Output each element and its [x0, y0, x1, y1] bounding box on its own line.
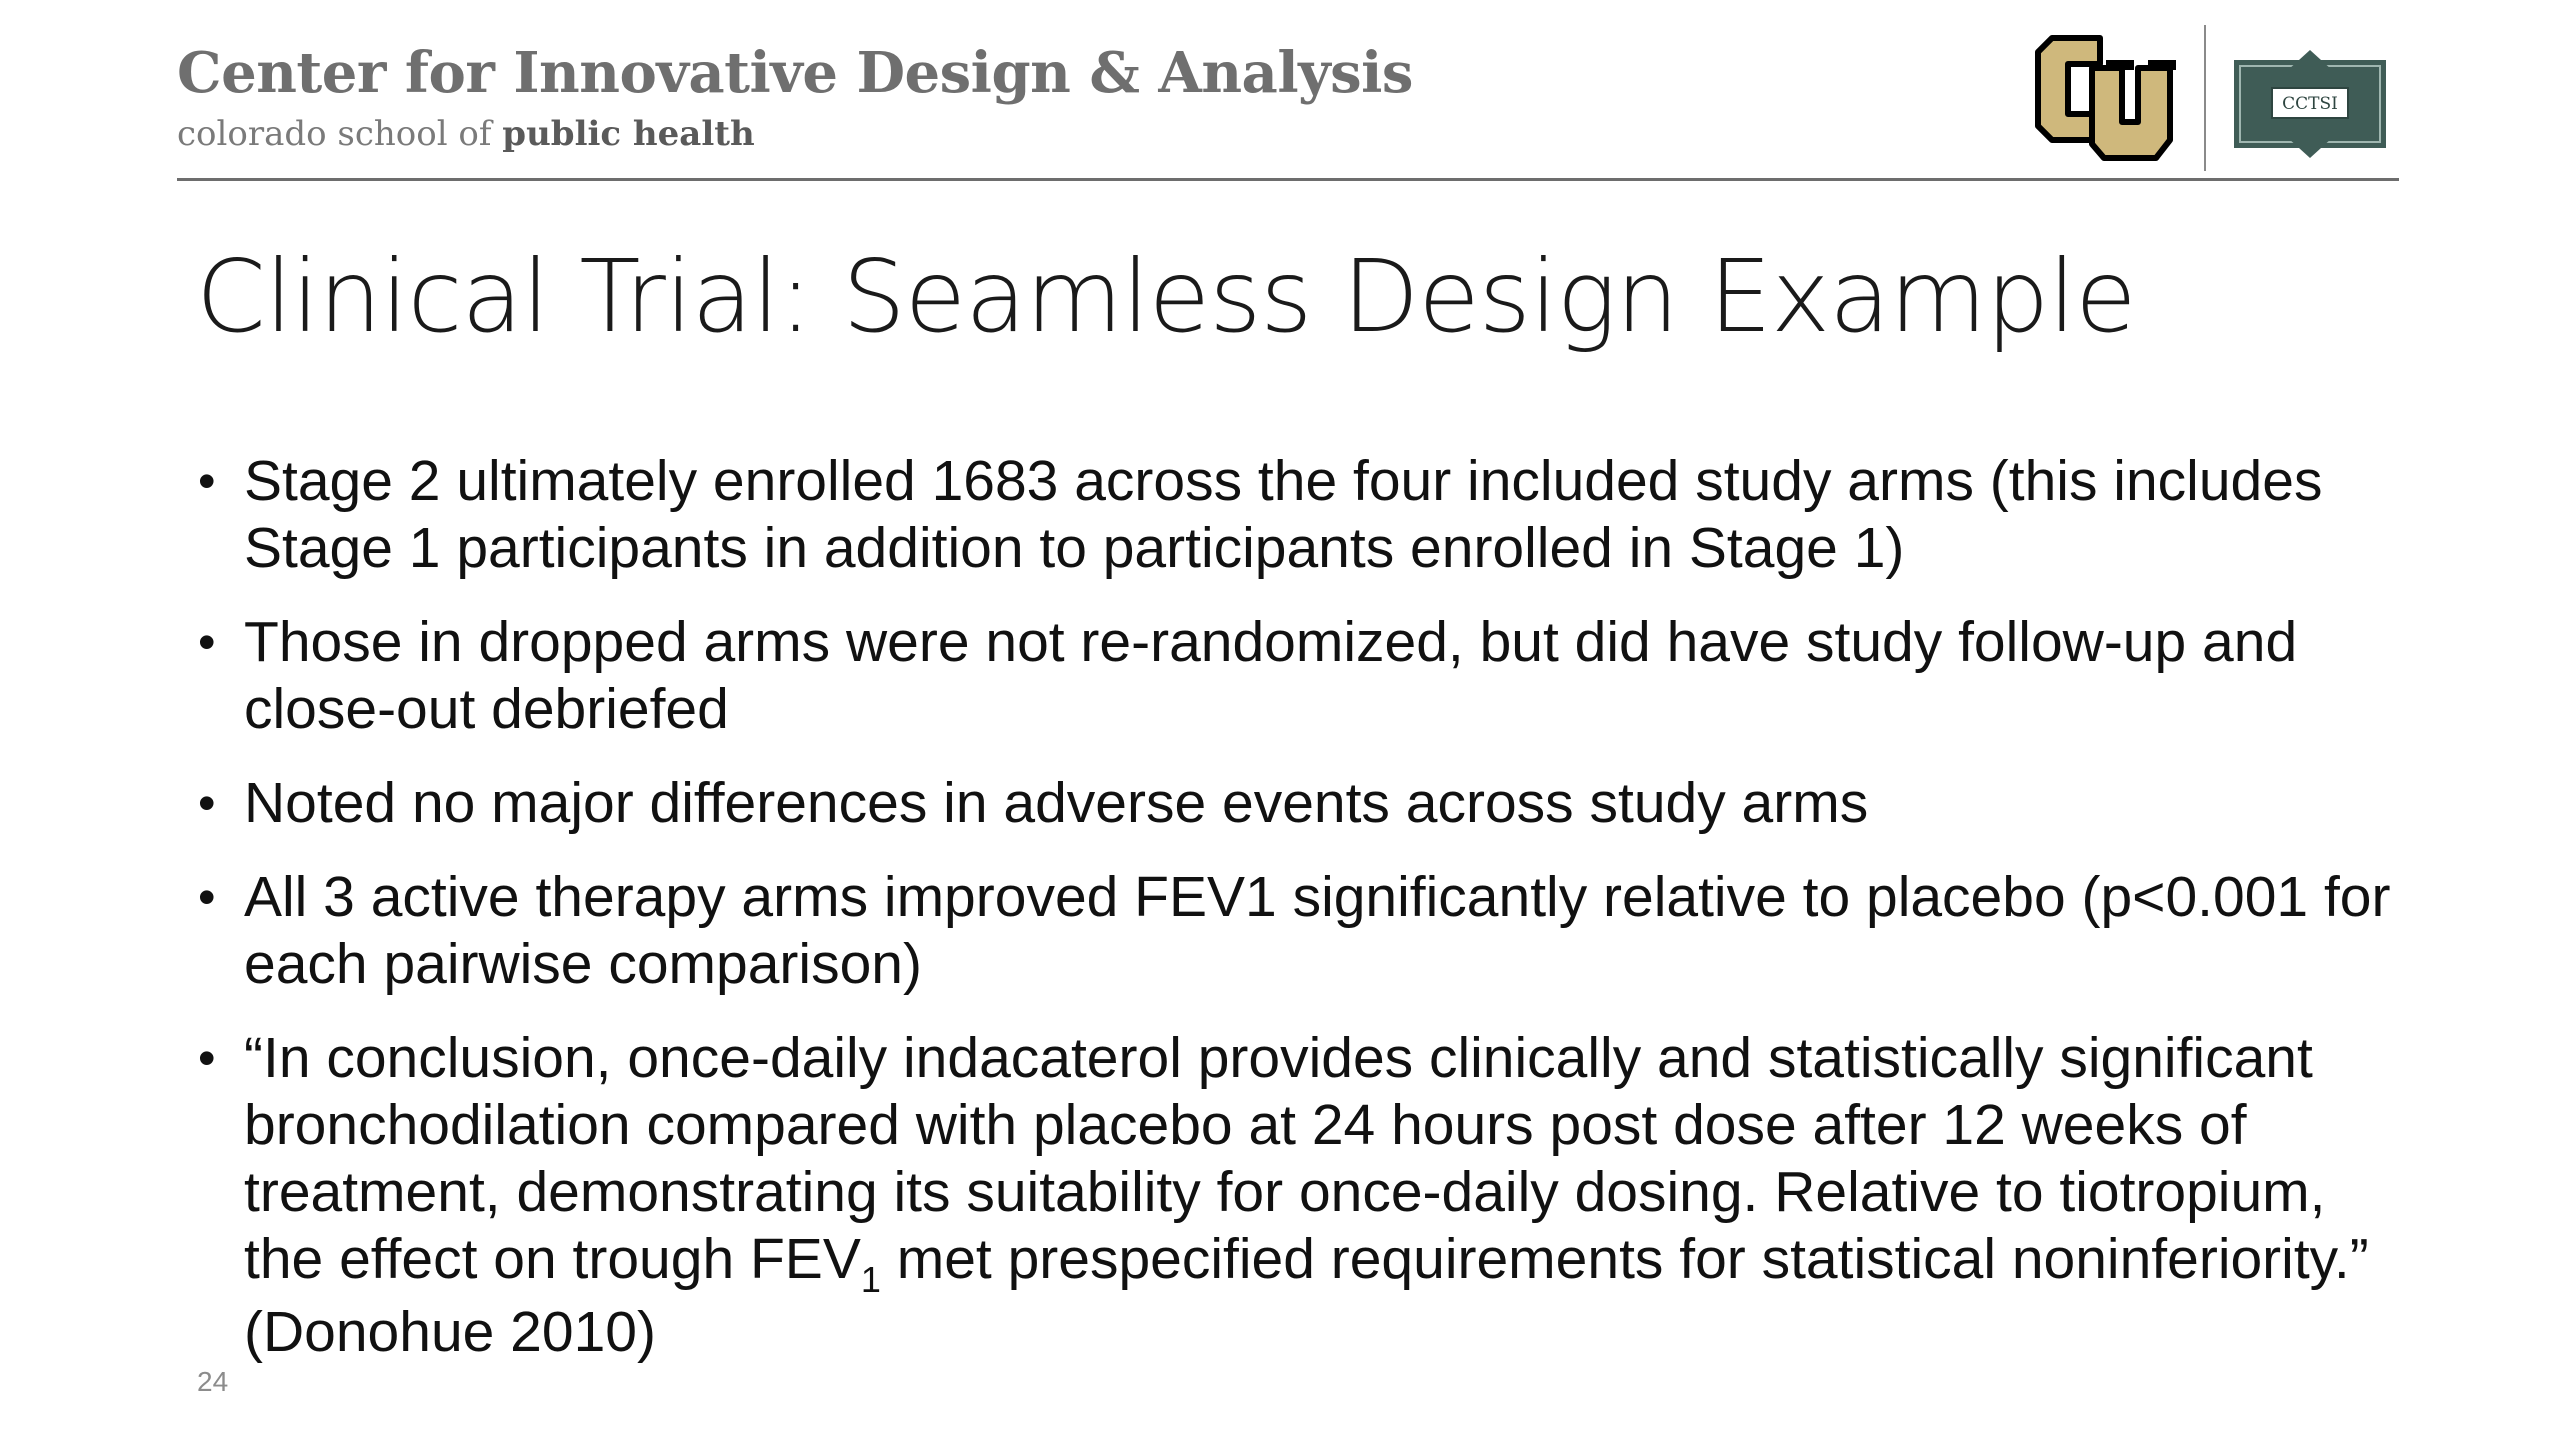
- bullet-icon: •: [198, 453, 216, 509]
- cu-logo-icon: [2030, 30, 2180, 168]
- org-subtitle: [177, 114, 755, 154]
- bullet-icon: •: [198, 869, 216, 925]
- cctsi-logo-text: CCTSI: [2282, 94, 2338, 114]
- bullet-text-quote: [244, 1025, 2396, 1366]
- slide-title: Clinical Trial: Seamless Design Example: [196, 238, 2136, 355]
- org-name: Center for Innovative Design & Analysis: [177, 40, 1413, 106]
- bullet-icon: •: [198, 614, 216, 670]
- fev-subscript: 1: [860, 1259, 881, 1300]
- org-subtitle-bold: public health: [502, 114, 755, 154]
- bullet-item: [196, 864, 2396, 998]
- cctsi-logo-icon: [2232, 48, 2388, 160]
- bullet-item: [196, 770, 2396, 837]
- bullet-item: [196, 448, 2396, 582]
- logo-divider: [2204, 25, 2206, 171]
- bullet-list: [196, 448, 2396, 1393]
- bullet-text: Noted no major differences in adverse events across study arms: [244, 771, 1869, 835]
- bullet-text: Those in dropped arms were not re-randomized, but did have study follow-up and close-out debriefed: [244, 610, 2298, 741]
- bullet-icon: •: [198, 1030, 216, 1086]
- bullet-icon: •: [198, 775, 216, 831]
- bullet-item: [196, 1025, 2396, 1366]
- quote-text-after: met prespecified requirements for statistical noninferiority.” (Donohue 2010): [244, 1227, 2369, 1364]
- page-number: 24: [197, 1366, 229, 1397]
- quote-text-before: “In conclusion, once-daily indacaterol provides clinically and statistically significant bronchodilation compared with placebo at 24 hours post dose after 12 weeks of treatment, demonstrating its suitability for once-daily dosing. Relative to tiotropium, the effect on trough FEV: [244, 1026, 2326, 1291]
- bullet-text: Stage 2 ultimately enrolled 1683 across the four included study arms (this includes Stage 1 participants in addition to participants enrolled in Stage 1): [244, 449, 2323, 580]
- org-subtitle-prefix: colorado school of: [177, 114, 503, 154]
- bullet-item: [196, 609, 2396, 743]
- bullet-text: All 3 active therapy arms improved FEV1 significantly relative to placebo (p<0.001 for each pairwise comparison): [244, 865, 2391, 996]
- header-divider: [177, 178, 2399, 181]
